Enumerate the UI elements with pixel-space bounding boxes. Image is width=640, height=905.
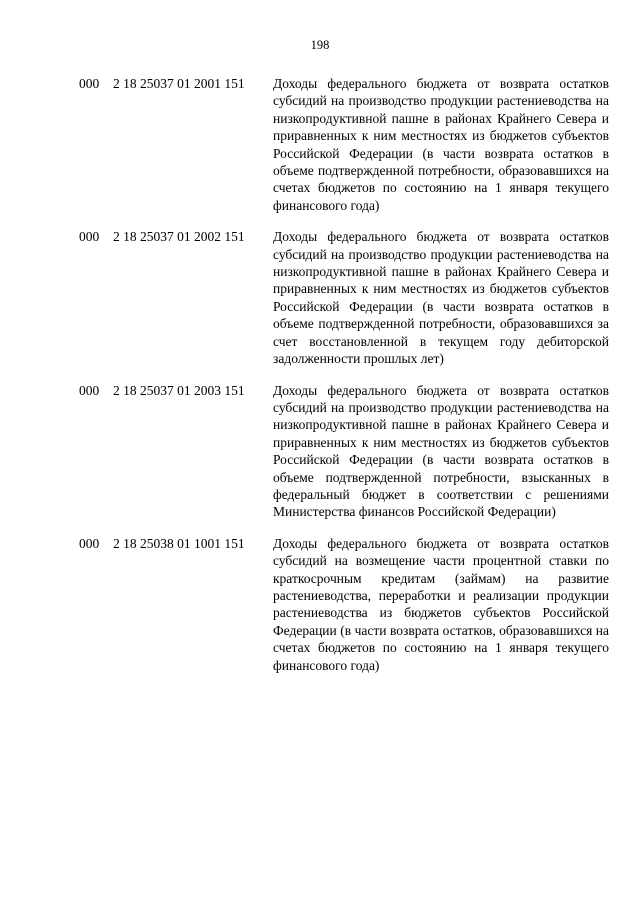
table-row xyxy=(79,75,609,214)
budget-classification-code: 2 18 25038 01 1001 151 xyxy=(113,535,245,551)
table-row xyxy=(79,228,609,367)
budget-classification-code: 2 18 25037 01 2001 151 xyxy=(113,76,245,91)
code-description: Доходы федерального бюджета от возврата остатков субсидий на производство продукции растениеводства на низкопродуктивной пашне в районах Крайнего Севера и приравненных к ним местностях из бюджетов субъектов Российской Федерации (в части возврата остатков в объеме подтвержденной потребности, взысканных в федеральный бюджет в соответствии с решениями Министерства финансов Российской Федерации) xyxy=(273,382,609,520)
admin-code: 000 xyxy=(79,535,100,551)
budget-classification-code: 2 18 25037 01 2002 151 xyxy=(113,229,245,245)
table-row xyxy=(79,382,609,521)
admin-code: 000 xyxy=(79,76,100,91)
admin-code: 000 xyxy=(79,229,100,245)
budget-classification-code: 2 18 25037 01 2003 151 xyxy=(113,382,245,398)
table-row xyxy=(79,535,609,674)
code-description: Доходы федерального бюджета от возврата остатков субсидий на производство продукции растениеводства на низкопродуктивной пашне в районах Крайнего Севера и приравненных к ним местностях из бюджетов субъектов Российской Федерации (в части возврата остатков в объеме подтвержденной потребности, образовавшихся за счет восстановленной в текущем году дебиторской задолженности прошлых лет) xyxy=(273,229,609,367)
page-number: 198 xyxy=(310,38,330,52)
code-description: Доходы федерального бюджета от возврата остатков субсидий на возмещение части процентной ставки по краткосрочным кредитам (займам) на развитие растениеводства, переработки и реализации продукции растениеводства из бюджетов субъектов Российской Федерации (в части возврата остатков, образовавшихся на счетах бюджетов по состоянию на 1 января текущего финансового года) xyxy=(273,535,609,673)
code-description: Доходы федерального бюджета от возврата остатков субсидий на производство продукции растениеводства на низкопродуктивной пашне в районах Крайнего Севера и приравненных к ним местностях из бюджетов субъектов Российской Федерации (в части возврата остатков в объеме подтвержденной потребности, образовавшихся на счетах бюджетов по состоянию на 1 января текущего финансового года) xyxy=(273,76,609,213)
admin-code: 000 xyxy=(79,382,100,398)
budget-code-list xyxy=(79,75,609,688)
